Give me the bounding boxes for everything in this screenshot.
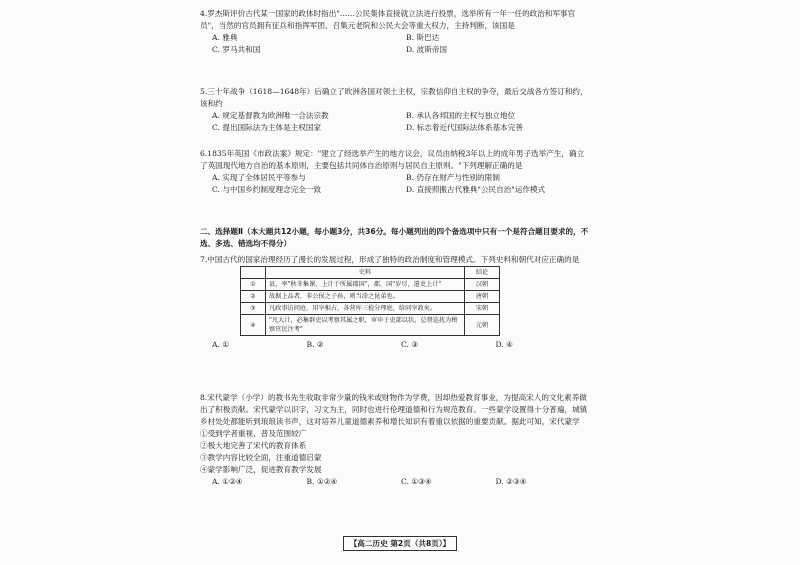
table-cell: ① (241, 279, 266, 291)
option-b: B. 承认各邦国的主权与独立地位 (406, 111, 516, 120)
option-d: D. ②③④ (495, 477, 527, 486)
table-row (241, 315, 500, 336)
option-a: A. 雅典 (212, 33, 238, 42)
table-row (241, 279, 500, 291)
table-cell: 唐朝 (465, 291, 500, 303)
question-4-stem: 4.罗杰斯评价古代某一国家的政体时指出"……公民集体直接就立法进行投票，选举所有一年一任的政治和军事官员"，当然的官员拥有征兵和指挥军团，召集元老院和公民大会等重大权力，主持判断，该国是 (200, 9, 576, 30)
table-cell: "凡大计，必集群吏以考察其属之职，审申于吏部以状，总督巡抚为稽察官民注考" (266, 315, 465, 336)
section-2-heading: 二、选择题Ⅱ（本大题共12小题，每小题3分，共36分。每小题列出的四个备选项中只有一个是符合题目要求的，不选、多选、错选均不得分） (200, 227, 589, 248)
option-a: A. 规定基督教为欧洲唯一合法宗教 (212, 111, 329, 120)
table-row (241, 303, 500, 315)
question-4 (200, 8, 590, 56)
option-b: B. 仍存在财产与性别的限制 (406, 173, 500, 182)
table-row (241, 291, 500, 303)
option-a: A. 实现了全体居民平等参与 (212, 173, 306, 182)
option-d: D. 波斯帝国 (406, 45, 448, 54)
option-c: C. ①③④ (401, 477, 432, 486)
statement-1: ①受到学者重视，普及范围较广 (200, 429, 307, 438)
page-footer (0, 536, 800, 551)
question-6-stem: 6.1835年英国《市政法案》规定："建立了经选举产生的地方议会，议员由纳税3年以上的成年男子选举产生，确立了英国现代地方自治的基本原则，主要包括共同体自治原则与居民自主原则。"下列理解正确的是 (200, 149, 585, 170)
table-cell: 县，率"秋冬集课，上计于所属郡国"，郡，国"岁尽，遣吏上计" (266, 279, 465, 291)
question-7 (200, 254, 590, 351)
table-header-cell (241, 267, 266, 279)
table-cell: 汉朝 (465, 279, 500, 291)
question-7-options (200, 339, 590, 351)
question-6 (200, 148, 590, 196)
question-8 (200, 392, 590, 488)
option-d: D. 标志着近代国际法体系基本完善 (406, 123, 523, 132)
table-header-cell: 结论 (465, 267, 500, 279)
question-8-stem: 8.宋代蒙学（小学）的教书先生收取非常少量的钱米或财物作为学费，因却热爱教育事业，为提高宋人的文化素养做出了积极贡献。宋代蒙学以识字，习文为主，同时也进行伦理道德和行为规范教育。一些蒙学设置得十分普遍，城镇乡村处处都能听到琅琅读书声，这对培养儿童道德素养和增长知识有着重以依据的重要贡献。据此可知，宋代蒙学 (200, 393, 588, 426)
question-7-stem: 7.中国古代的国家治理经历了漫长的发展过程，形成了独特的政治制度和管理模式。下列史料和朝代对应正确的是 (200, 255, 580, 264)
table-header-row (241, 267, 500, 279)
option-d: D. 直接照搬古代雅典"公民自治"运作模式 (406, 185, 546, 194)
option-d: D. ④ (495, 340, 513, 349)
question-5 (200, 86, 590, 134)
option-b: B. ①②④ (306, 477, 338, 486)
option-c: C. 与中国乡约制度理念完全一致 (212, 185, 322, 194)
table-cell: 凡政事访问庭，用宰相占，各营库三检分理庭，给同宰政矣。 (266, 303, 465, 315)
statement-4: ④蒙学影响广泛，促进教育教学发展 (200, 465, 322, 474)
option-a: A. ① (212, 340, 230, 349)
option-c: C. ③ (401, 340, 419, 349)
source-table (240, 266, 500, 336)
statement-2: ②极大地完善了宋代的教育体系 (200, 441, 307, 450)
option-b: B. 斯巴达 (406, 33, 440, 42)
table-cell: 宋朝 (465, 303, 500, 315)
table-header-cell: 史料 (266, 267, 465, 279)
footer-label: 【高二历史 第2页（共8页）】 (343, 536, 458, 551)
question-5-stem: 5.三十年战争（1618—1648年）后确立了欧洲各国对领土主权，宗教信仰自主权的争夺，最后交战各方签订和约，该和约 (200, 87, 588, 108)
table-cell: ③ (241, 303, 266, 315)
table-cell: ④ (241, 315, 266, 336)
option-a: A. ①②④ (212, 477, 243, 486)
table-cell: 故据上品者，非公侯之子孙，则当涂之昆弟也。 (266, 291, 465, 303)
option-c: C. 提出国际法为主体是主权国家 (212, 123, 322, 132)
question-8-options (200, 476, 590, 488)
statement-3: ③教学内容比较全面，注重道德启蒙 (200, 453, 322, 462)
question-6-options (200, 172, 590, 196)
table-cell: ② (241, 291, 266, 303)
question-4-options (200, 32, 590, 56)
table-cell: 元朝 (465, 315, 500, 336)
option-b: B. ② (306, 340, 324, 349)
option-c: C. 罗马共和国 (212, 45, 261, 54)
question-5-options (200, 110, 590, 134)
